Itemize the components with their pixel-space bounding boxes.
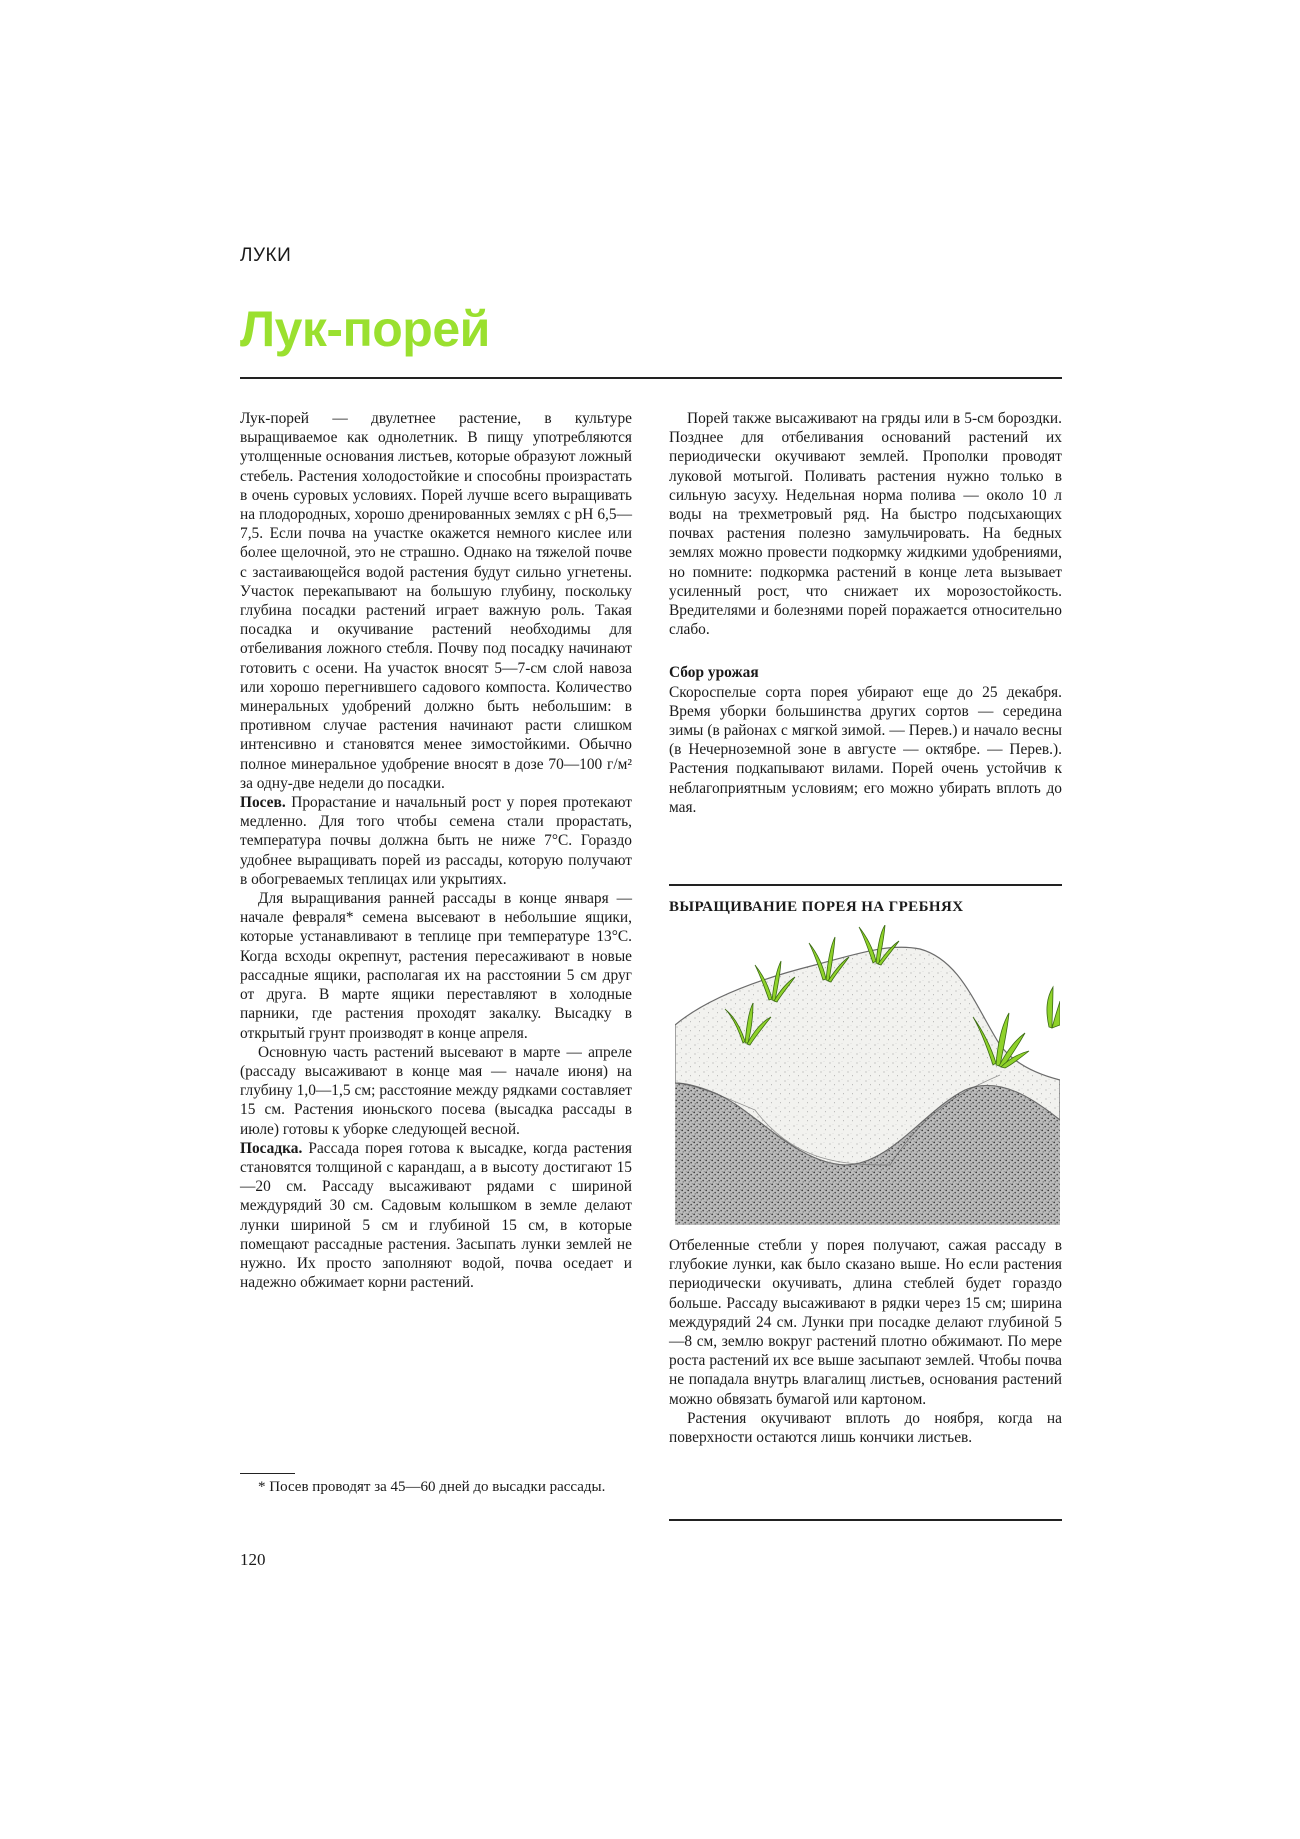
intro-paragraph: Лук-порей — двулетнее растение, в культуре выращиваемое как однолетник. В пищу употребляются утолщенные основания листьев, которые образуют ложный стебель. Растения холодостойкие и способны произрастать в очень суровых условиях. Порей лучше всего выращивать на плодородных, хорошо дренированных землях с pH 6,5—7,5. Если почва на участке окажется немного кислее или более щелочной, это не страшно. Однако на тяжелой почве с застаивающейся водой растения будут сильно угнетены. Участок перекапывают на большую глубину, поскольку глубина посадки растений играет важную роль. Такая посадка и окучивание растений необходимы для отбеливания ложного стебля. Почву под посадку начинают готовить с осени. На участок вносят 5—7-см слой навоза или хорошо перегнившего садового компоста. Количество минеральных удобрений должно быть небольшим: в противном случае растения начинают расти слишком интенсивно и становятся менее зимостойкими. Обычно полное минеральное удобрение вносят в дозе 70—100 г/м² за одну-две недели до посадки. — [240, 410, 632, 792]
main-sowing-paragraph: Основную часть растений высевают в марте — апреле (рассаду высаживают в конце мая — начале июня) на глубину 1,0—1,5 см; расстояние между рядками составляет 15 см. Растения июньского посева (высадка рассады в июле) готовы к уборке следующей весной. — [240, 1043, 632, 1138]
sidebar-text — [669, 1236, 1062, 1447]
planting-paragraph — [240, 1139, 632, 1293]
harvest-heading: Сбор урожая — [669, 664, 759, 682]
sidebar-paragraph-1: Отбеленные стебли у порея получают, сажая рассаду в глубокие лунки, как было сказано выше. Но если растения периодически окучивать, длина стеблей будет гораздо больше. Рассаду высаживают в рядки через 15 см; ширина междурядий 24 см. Лунки при посадке делают глубиной 5—8 см, землю вокруг растений плотно обжимают. По мере роста растений их все выше засыпают землей. Чтобы почва не попадала внутрь влагалищ листьев, основания растений можно обвязать бумагой или картоном. — [669, 1237, 1062, 1408]
page-number: 120 — [240, 1550, 266, 1569]
section-label: ЛУКИ — [240, 245, 292, 266]
planting-label: Посадка. — [240, 1139, 303, 1157]
seedlings-paragraph: Для выращивания ранней рассады в конце января — начале февраля* семена высевают в небольшие ящики, которые устанавливают в теплице при температуре 13°С. Когда всходы окрепнут, растения пересаживают в новые рассадные ящики, располагая их на расстоянии 5 см друг от друга. В марте ящики переставляют в холодные парники, где растения проходят закалку. Высадку в открытый грунт производят в конце апреля. — [240, 890, 632, 1042]
sowing-label: Посев. — [240, 794, 286, 812]
sowing-text: Прорастание и начальный рост у порея протекают медленно. Для того чтобы семена стали прорастать, температура почвы должна быть не ниже 7°С. Гораздо удобнее выращивать порей из рассады, которую получают в обогреваемых теплицах или укрытиях. — [240, 794, 632, 888]
sidebar-paragraph-2: Растения окучивают вплоть до ноября, когда на поверхности остаются лишь кончики листьев. — [669, 1409, 1062, 1447]
planting-text: Рассада порея готова к высадке, когда растения становятся толщиной с карандаш, а в высоту достигают 15—20 см. Рассаду высаживают рядами с шириной междурядий 30 см. Садовым колышком в земле делают лунки шириной 5 см и глубиной 15 см, в которые помещают рассадные растения. Засыпать лунки землей не нужно. Их просто заполняют водой, почва оседает и надежно обжимает корни растений. — [240, 1139, 632, 1292]
title-rule — [240, 377, 1062, 379]
page-title: Лук-порей — [240, 301, 490, 357]
right-column — [669, 409, 1062, 817]
sidebar-top-rule — [669, 884, 1062, 886]
beds-paragraph: Порей также высаживают на гряды или в 5-см бороздки. Позднее для отбеливания оснований растений их периодически окучивают землей. Прополки проводят луковой мотыгой. Поливать растения нужно только в сильную засуху. Недельная норма полива — около 10 л воды на трехметровый ряд. На быстро подсыхающих почвах растения полезно замульчировать. На бедных землях можно провести подкормку жидкими удобрениями, но помните: подкормка растений в конце лета вызывает усиленный рост, что снижает их морозостойкость. Вредителями и болезнями порей поражается относительно слабо. — [669, 410, 1062, 639]
leek-ridge-illustration — [675, 925, 1060, 1225]
left-column — [240, 409, 632, 1292]
footnote: * Посев проводят за 45—60 дней до высадки рассады. — [258, 1479, 606, 1495]
sidebar-bottom-rule — [669, 1519, 1062, 1521]
harvest-paragraph: Скороспелые сорта порея убирают еще до 25 декабря. Время уборки большинства других сортов — середина зимы (в районах с мягкой зимой. — Перев.) и начало весны (в Нечерноземной зоне в августе — октябре. — Перев.). Растения подкапывают вилами. Порей очень устойчив к неблагоприятным условиям; его можно убирать вплоть до мая. — [669, 683, 1062, 816]
footnote-rule — [240, 1473, 295, 1474]
sowing-paragraph — [240, 793, 632, 889]
sidebar-title: ВЫРАЩИВАНИЕ ПОРЕЯ НА ГРЕБНЯХ — [669, 899, 964, 915]
